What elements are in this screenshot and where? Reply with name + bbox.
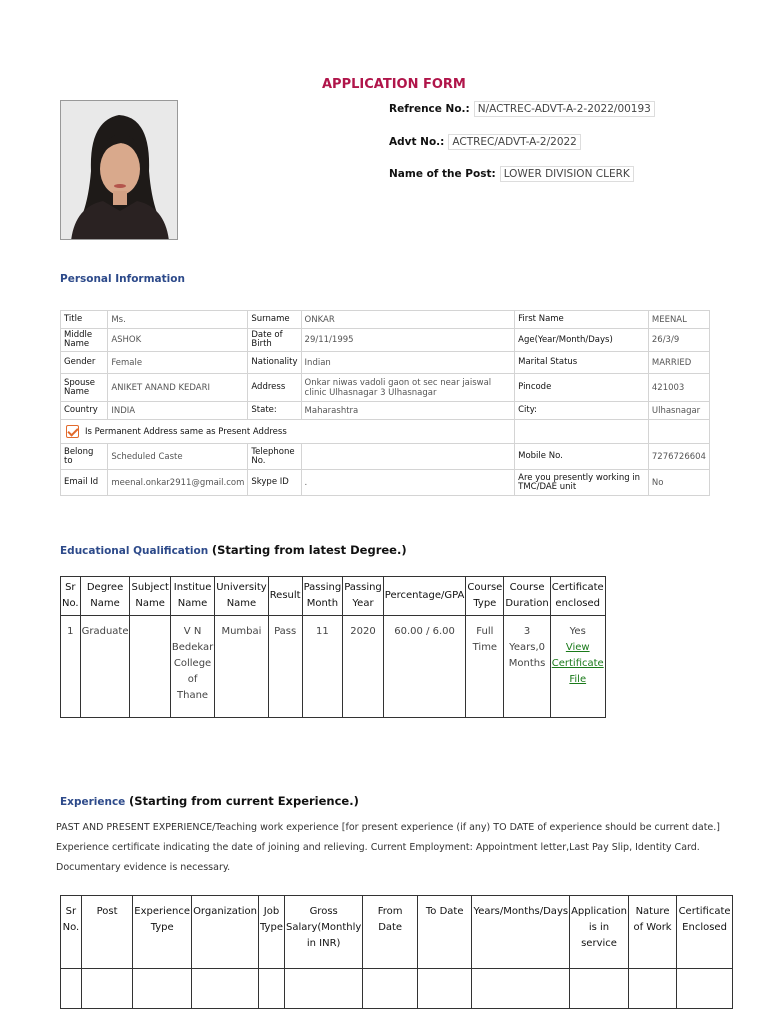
cell-subject [130,616,170,718]
cell-certificate [550,616,605,718]
permanent-address-cell [61,420,515,444]
col-result: Result [268,577,302,616]
email-value: meenal.onkar2911@gmail.com [108,470,248,496]
education-heading [60,543,407,557]
state-label: State: [248,402,301,420]
nationality-label: Nationality [248,352,301,374]
city-label: City: [515,402,649,420]
cell-course-type: Full Time [466,616,504,718]
advt-label: Advt No.: [389,136,445,148]
cell-year: 2020 [343,616,384,718]
table-row [61,374,710,402]
address-value: Onkar niwas vadoli gaon ot sec near jaiswal clinic Ulhasnagar 3 Ulhasnagar [301,374,515,402]
col-degree: Degree Name [80,577,130,616]
telephone-value [301,444,515,470]
exp-col-duration: Years/Months/Days [472,896,570,969]
col-duration: Course Duration [504,577,550,616]
view-certificate-link[interactable]: View Certificate File [551,642,604,685]
dob-value: 29/11/1995 [301,329,515,352]
cell-percentage: 60.00 / 6.00 [383,616,466,718]
experience-heading-title: Experience [60,796,126,808]
gender-value: Female [108,352,248,374]
experience-note-1: PAST AND PRESENT EXPERIENCE/Teaching work experience [for present experience (if any) TO DATE of experience should be current date.] [56,822,720,833]
post-value: LOWER DIVISION CLERK [500,166,634,182]
address-label: Address [248,374,301,402]
exp-col-to: To Date [417,896,471,969]
skype-label: Skype ID [248,470,301,496]
mobile-label: Mobile No. [515,444,649,470]
exp-col-type: Experience Type [133,896,192,969]
firstname-label: First Name [515,311,649,329]
experience-heading-subtitle: (Starting from current Experience.) [128,794,359,808]
nationality-value: Indian [301,352,515,374]
personal-info-table [60,310,710,496]
table-row [61,969,733,1009]
cell-duration: 3 Years,0 Months [504,616,550,718]
exp-col-sr: Sr No. [61,896,82,969]
firstname-value: MEENAL [648,311,709,329]
middlename-value: ASHOK [108,329,248,352]
email-label: Email Id [61,470,108,496]
col-subject: Subject Name [130,577,170,616]
cell-month: 11 [302,616,343,718]
tmc-label: Are you presently working in TMC/DAE unit [515,470,649,496]
spouse-label: Spouse Name [61,374,108,402]
cell-degree: Graduate [80,616,130,718]
post-row [389,166,634,182]
table-row [61,470,710,496]
exp-col-salary: Gross Salary(Monthly in INR) [284,896,362,969]
spouse-value: ANIKET ANAND KEDARI [108,374,248,402]
col-sr: Sr No. [61,577,81,616]
col-month: Passing Month [302,577,343,616]
table-row [61,352,710,374]
age-label: Age(Year/Month/Days) [515,329,649,352]
col-course-type: Course Type [466,577,504,616]
advt-value: ACTREC/ADVT-A-2/2022 [448,134,581,150]
col-university: University Name [215,577,268,616]
permanent-address-label: Is Permanent Address same as Present Address [85,427,287,437]
state-value: Maharashtra [301,402,515,420]
exp-col-organization: Organization [192,896,259,969]
reference-label: Refrence No.: [389,103,470,115]
city-value: Ulhasnagar [648,402,709,420]
table-row [61,329,710,352]
marital-label: Marital Status [515,352,649,374]
table-row [61,444,710,470]
advt-row [389,134,581,150]
form-title: APPLICATION FORM [322,77,466,92]
cell-result: Pass [268,616,302,718]
age-value: 26/3/9 [648,329,709,352]
cell-sr: 1 [61,616,81,718]
skype-value: . [301,470,515,496]
cell-university: Mumbai [215,616,268,718]
table-row [61,420,710,444]
col-year: Passing Year [343,577,384,616]
title-label: Title [61,311,108,329]
country-label: Country [61,402,108,420]
applicant-photo [60,100,178,240]
exp-col-in-service: Application is in service [570,896,629,969]
education-heading-subtitle: (Starting from latest Degree.) [211,543,407,557]
exp-col-nature: Nature of Work [628,896,676,969]
tmc-value: No [648,470,709,496]
belong-label: Belong to [61,444,108,470]
telephone-label: Telephone No. [248,444,301,470]
surname-label: Surname [248,311,301,329]
experience-note-2: Experience certificate indicating the date of joining and relieving. Current Employment: Appointment letter,Last Pay Slip, Identity Card. [56,842,700,853]
exp-col-job-type: Job Type [259,896,285,969]
belong-value: Scheduled Caste [108,444,248,470]
table-row [61,311,710,329]
certificate-status: Yes [569,626,586,637]
pincode-value: 421003 [648,374,709,402]
experience-notes [56,818,756,878]
middlename-label: Middle Name [61,329,108,352]
post-label: Name of the Post: [389,168,496,180]
experience-note-3: Documentary evidence is necessary. [56,862,231,873]
col-institute: Institue Name [170,577,214,616]
title-value: Ms. [108,311,248,329]
cell-institute: V N Bedekar College of Thane [170,616,214,718]
country-value: INDIA [108,402,248,420]
dob-label: Date of Birth [248,329,301,352]
exp-col-certificate: Certificate Enclosed [677,896,733,969]
table-row [61,616,606,718]
exp-col-from: From Date [363,896,418,969]
education-table [60,576,606,718]
mobile-value: 7276726604 [648,444,709,470]
reference-row [389,101,655,117]
surname-value: ONKAR [301,311,515,329]
exp-col-post: Post [81,896,132,969]
marital-value: MARRIED [648,352,709,374]
reference-value: N/ACTREC-ADVT-A-2-2022/00193 [474,101,655,117]
pincode-label: Pincode [515,374,649,402]
experience-heading [60,794,359,808]
table-header-row [61,896,733,969]
personal-info-heading: Personal Information [60,273,185,285]
col-certificate: Certificate enclosed [550,577,605,616]
gender-label: Gender [61,352,108,374]
table-row [61,402,710,420]
col-percentage: Percentage/GPA [383,577,466,616]
table-header-row [61,577,606,616]
education-heading-title: Educational Qualification [60,545,209,557]
permanent-address-checkbox[interactable] [66,425,79,438]
experience-table [60,895,733,1009]
